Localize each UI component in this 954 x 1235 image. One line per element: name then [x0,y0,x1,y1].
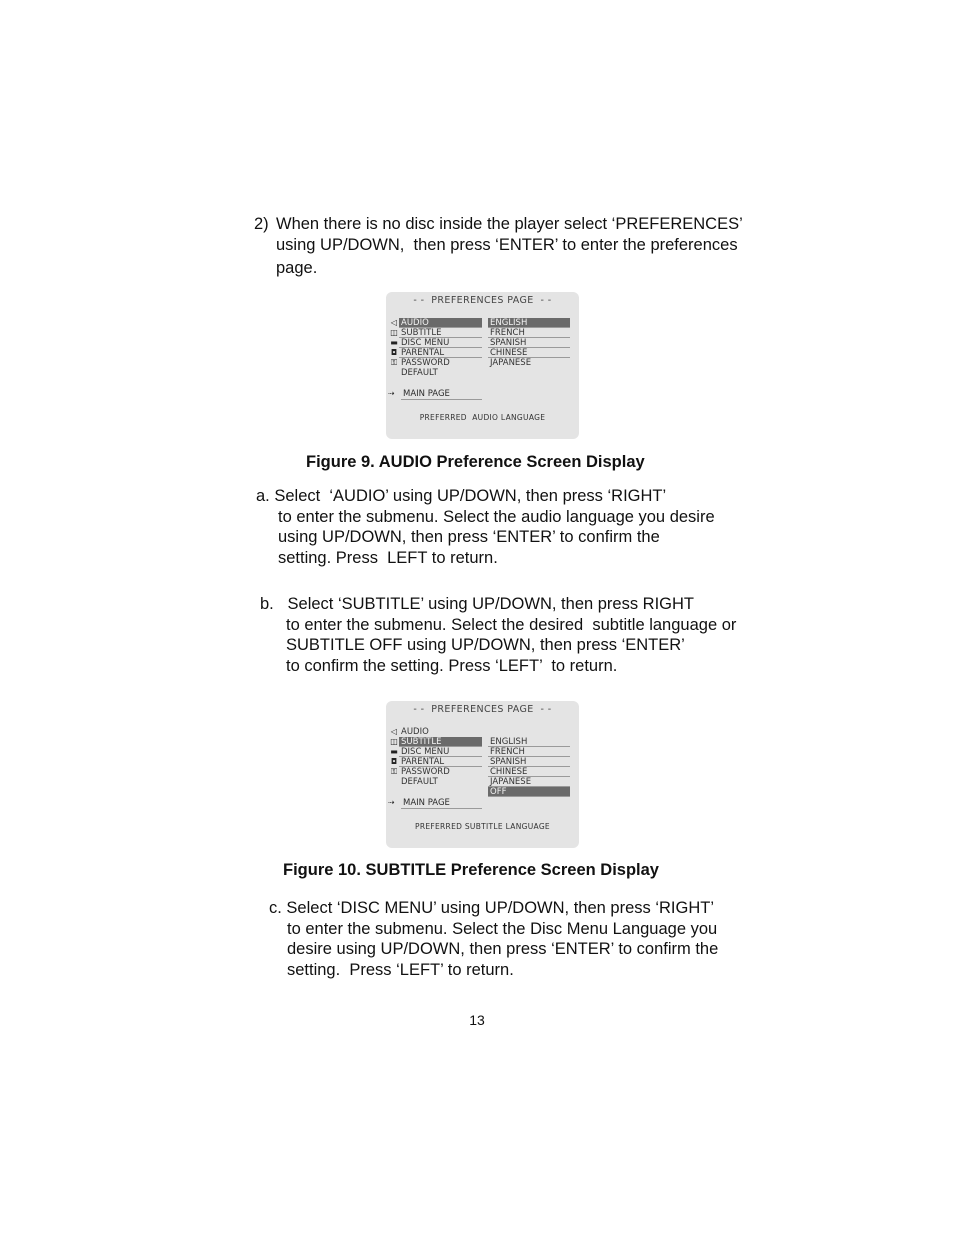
parental-icon: ◘ [390,348,398,357]
menu-item-password[interactable]: PASSWORD [401,358,450,368]
step-b [260,594,736,676]
menu-item-disc-menu[interactable]: DISC MENU [399,338,482,348]
menu-item-subtitle[interactable]: SUBTITLE [399,328,482,338]
intro-paragraph [276,214,743,279]
menu-item-parental[interactable]: PARENTAL [399,348,482,358]
audio-preference-screen [386,292,579,439]
disc-menu-icon: ▬ [390,747,398,756]
subtitle-icon: ◫ [390,737,398,746]
speaker-icon: ◁ [390,318,398,327]
menu-item-audio[interactable]: AUDIO [399,318,482,328]
step-a-line: setting. Press LEFT to return. [278,548,498,567]
intro-line: using UP/DOWN, then press ‘ENTER’ to enter the preferences [276,235,738,254]
screen-menu [399,727,482,787]
page-number: 13 [469,1012,485,1028]
step-a-line: a. Select ‘AUDIO’ using UP/DOWN, then press ‘RIGHT’ [256,487,667,505]
step-b-line: to enter the submenu. Select the desired subtitle language or [286,615,737,634]
main-page-row[interactable] [388,798,482,810]
main-page-row[interactable] [388,389,482,401]
menu-item-parental[interactable]: PARENTAL [399,757,482,767]
main-page-label: MAIN PAGE [401,389,482,400]
step-c-line: to enter the submenu. Select the Disc Menu Language you [287,919,718,938]
step-b-line: to confirm the setting. Press ‘LEFT’ to return. [286,656,618,675]
menu-item-disc-menu[interactable]: DISC MENU [399,747,482,757]
subtitle-icon: ◫ [390,328,398,337]
step-c [269,898,718,980]
screen-footer: PREFERRED AUDIO LANGUAGE [419,413,546,422]
menu-item-subtitle[interactable]: SUBTITLE [399,737,482,747]
speaker-icon: ◁ [390,727,398,736]
option-chinese[interactable]: CHINESE [488,767,570,777]
option-english[interactable]: ENGLISH [488,737,570,747]
figure-9-caption: Figure 9. AUDIO Preference Screen Display [306,453,645,471]
screen-title: - - PREFERENCES PAGE - - [413,295,552,306]
language-options [488,737,570,797]
screen-title: - - PREFERENCES PAGE - - [413,704,552,715]
option-french[interactable]: FRENCH [488,747,570,757]
option-spanish[interactable]: SPANISH [488,338,570,348]
screen-menu [399,318,482,378]
step-a-line: using UP/DOWN, then press ‘ENTER’ to confirm the [278,528,660,546]
figure-10-caption: Figure 10. SUBTITLE Preference Screen Display [283,861,659,879]
option-french[interactable]: FRENCH [488,328,570,338]
option-spanish[interactable]: SPANISH [488,757,570,767]
main-page-label: MAIN PAGE [401,798,482,809]
language-options [488,318,570,368]
step-a-line: to enter the submenu. Select the audio language you desire [278,507,715,526]
step-b-line: b. Select ‘SUBTITLE’ using UP/DOWN, then press RIGHT [260,595,695,613]
option-chinese[interactable]: CHINESE [488,348,570,358]
option-english[interactable]: ENGLISH [488,318,570,328]
menu-item-default[interactable]: DEFAULT [401,777,438,787]
intro-line: When there is no disc inside the player select ‘PREFERENCES’ [276,215,743,233]
main-page-icon: ⇢ [388,389,395,398]
screen-footer: PREFERRED SUBTITLE LANGUAGE [415,822,550,831]
step-b-line: SUBTITLE OFF using UP/DOWN, then press ‘ENTER’ [286,636,685,654]
main-page-icon: ⇢ [388,798,395,807]
password-icon: ⚿ [390,767,398,776]
parental-icon: ◘ [390,757,398,766]
subtitle-preference-screen [386,701,579,848]
option-off[interactable]: OFF [488,787,570,797]
step-a [256,486,715,568]
step-c-line: desire using UP/DOWN, then press ‘ENTER’ to confirm the [287,940,719,958]
option-japanese[interactable]: JAPANESE [488,777,570,787]
intro-line: page. [276,259,318,277]
step-c-line: c. Select ‘DISC MENU’ using UP/DOWN, then press ‘RIGHT’ [269,899,714,917]
menu-item-password[interactable]: PASSWORD [401,767,450,777]
disc-menu-icon: ▬ [390,338,398,347]
menu-item-audio[interactable]: AUDIO [401,727,429,737]
menu-item-default[interactable]: DEFAULT [401,368,438,378]
password-icon: ⚿ [390,358,398,367]
intro-number: 2) [254,215,269,233]
step-c-line: setting. Press ‘LEFT’ to return. [287,960,514,979]
option-japanese[interactable]: JAPANESE [490,358,532,368]
